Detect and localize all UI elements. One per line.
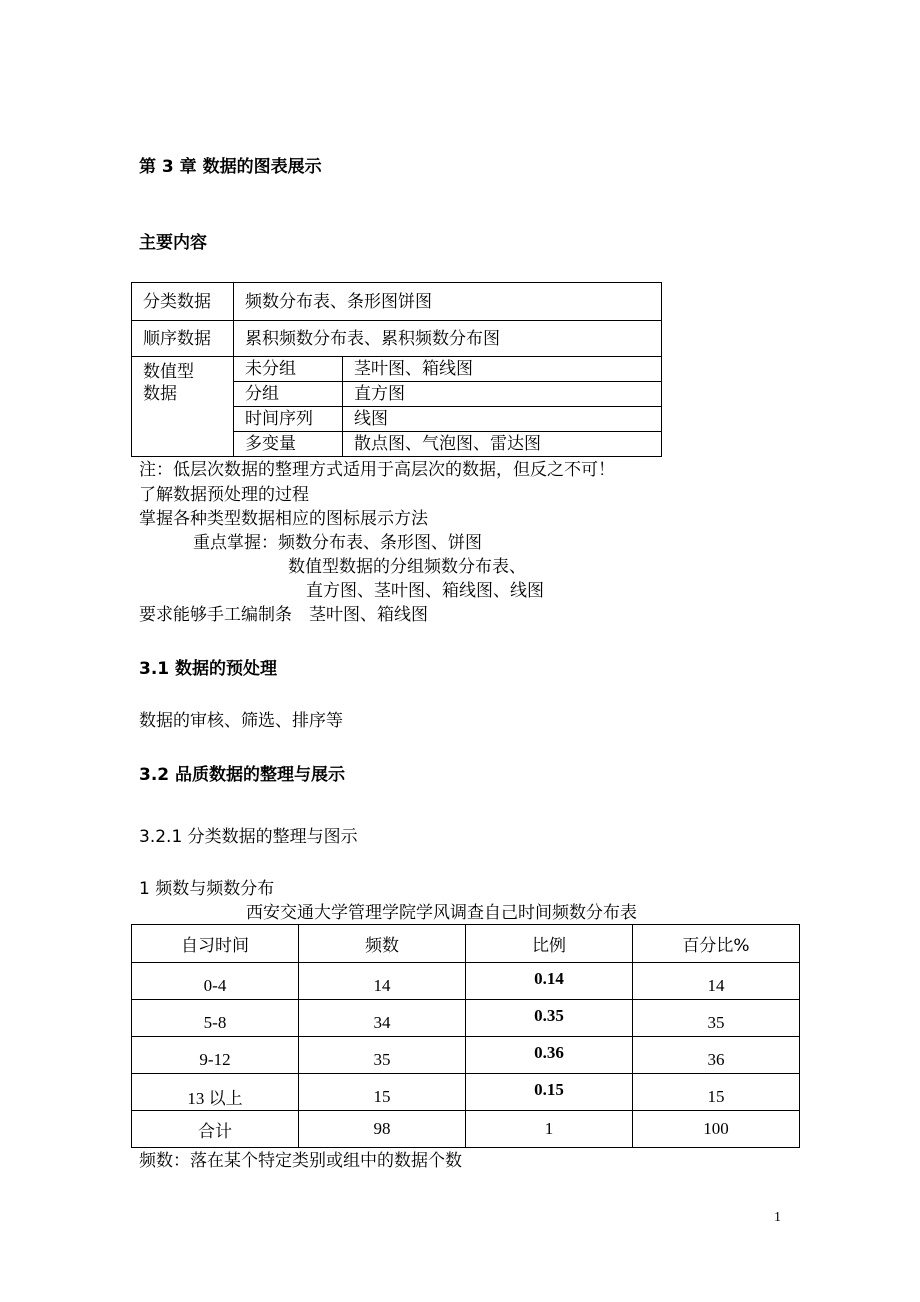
understand-line: 了解数据预处理的过程 <box>139 485 309 505</box>
table-cell-category <box>132 357 234 457</box>
table-cell: 35 <box>299 1037 466 1074</box>
content-table <box>131 282 662 457</box>
key-points-line: 数值型数据的分组频数分布表、 <box>288 557 526 577</box>
table-cell: 0.36 <box>466 1037 633 1074</box>
table-cell-sub: 分组 <box>234 382 343 407</box>
header-cell: 百分比% <box>633 925 800 963</box>
table-cell-sub: 多变量 <box>234 432 343 457</box>
category-line: 数据 <box>143 384 177 404</box>
section-3-2-title: 3.2 品质数据的整理与展示 <box>139 765 346 785</box>
table-header-row <box>132 925 800 963</box>
key-points-line: 直方图、茎叶图、箱线图、线图 <box>306 581 544 601</box>
table-cell-category: 顺序数据 <box>132 321 234 357</box>
handmade-line: 要求能够手工编制条 茎叶图、箱线图 <box>139 605 428 625</box>
table-cell: 合计 <box>132 1111 299 1148</box>
frequency-definition: 频数：落在某个特定类别或组中的数据个数 <box>139 1151 462 1171</box>
table-cell: 0.15 <box>466 1074 633 1111</box>
table-cell-content: 累积频数分布表、累积频数分布图 <box>234 321 662 357</box>
table-cell: 15 <box>633 1074 800 1111</box>
frequency-table <box>131 924 800 1148</box>
table-row <box>132 1074 800 1111</box>
table-cell: 13 以上 <box>132 1074 299 1111</box>
table-cell-content: 散点图、气泡图、雷达图 <box>343 432 662 457</box>
table-cell: 34 <box>299 1000 466 1037</box>
table-cell: 14 <box>299 963 466 1000</box>
table-cell: 1 <box>466 1111 633 1148</box>
category-line: 数值型 <box>143 362 194 382</box>
table-row <box>132 963 800 1000</box>
table-cell: 0-4 <box>132 963 299 1000</box>
table-cell: 5-8 <box>132 1000 299 1037</box>
table-cell-content: 频数分布表、条形图饼图 <box>234 283 662 321</box>
header-cell: 自习时间 <box>132 925 299 963</box>
table-cell: 98 <box>299 1111 466 1148</box>
section-3-1-title: 3.1 数据的预处理 <box>139 659 278 679</box>
table-row <box>132 1000 800 1037</box>
table-cell: 15 <box>299 1074 466 1111</box>
section-3-1-body: 数据的审核、筛选、排序等 <box>139 711 343 731</box>
table-row <box>132 1037 800 1074</box>
table-cell-content: 直方图 <box>343 382 662 407</box>
key-points-line: 重点掌握：频数分布表、条形图、饼图 <box>193 533 482 553</box>
table-cell-sub: 未分组 <box>234 357 343 382</box>
main-content-heading: 主要内容 <box>139 233 207 253</box>
chapter-title: 第 3 章 数据的图表展示 <box>139 157 322 177</box>
table-cell: 36 <box>633 1037 800 1074</box>
table-cell: 0.35 <box>466 1000 633 1037</box>
table-cell-sub: 时间序列 <box>234 407 343 432</box>
header-cell: 频数 <box>299 925 466 963</box>
table-cell-category: 分类数据 <box>132 283 234 321</box>
table-cell: 9-12 <box>132 1037 299 1074</box>
item-1-title: 1 频数与频数分布 <box>139 879 275 899</box>
note-line: 注：低层次数据的整理方式适用于高层次的数据，但反之不可！ <box>139 460 615 480</box>
table-row <box>132 283 662 321</box>
table-cell: 0.14 <box>466 963 633 1000</box>
table-cell-content: 茎叶图、箱线图 <box>343 357 662 382</box>
table-cell: 14 <box>633 963 800 1000</box>
freq-table-caption: 西安交通大学管理学院学风调查自己时间频数分布表 <box>246 903 637 923</box>
section-3-2-1-title: 3.2.1 分类数据的整理与图示 <box>139 827 358 847</box>
page-number: 1 <box>774 1210 781 1225</box>
table-row <box>132 357 662 382</box>
table-cell: 100 <box>633 1111 800 1148</box>
table-cell: 35 <box>633 1000 800 1037</box>
table-cell-content: 线图 <box>343 407 662 432</box>
table-row <box>132 321 662 357</box>
table-total-row <box>132 1111 800 1148</box>
header-cell: 比例 <box>466 925 633 963</box>
master-line: 掌握各种类型数据相应的图标展示方法 <box>139 509 428 529</box>
